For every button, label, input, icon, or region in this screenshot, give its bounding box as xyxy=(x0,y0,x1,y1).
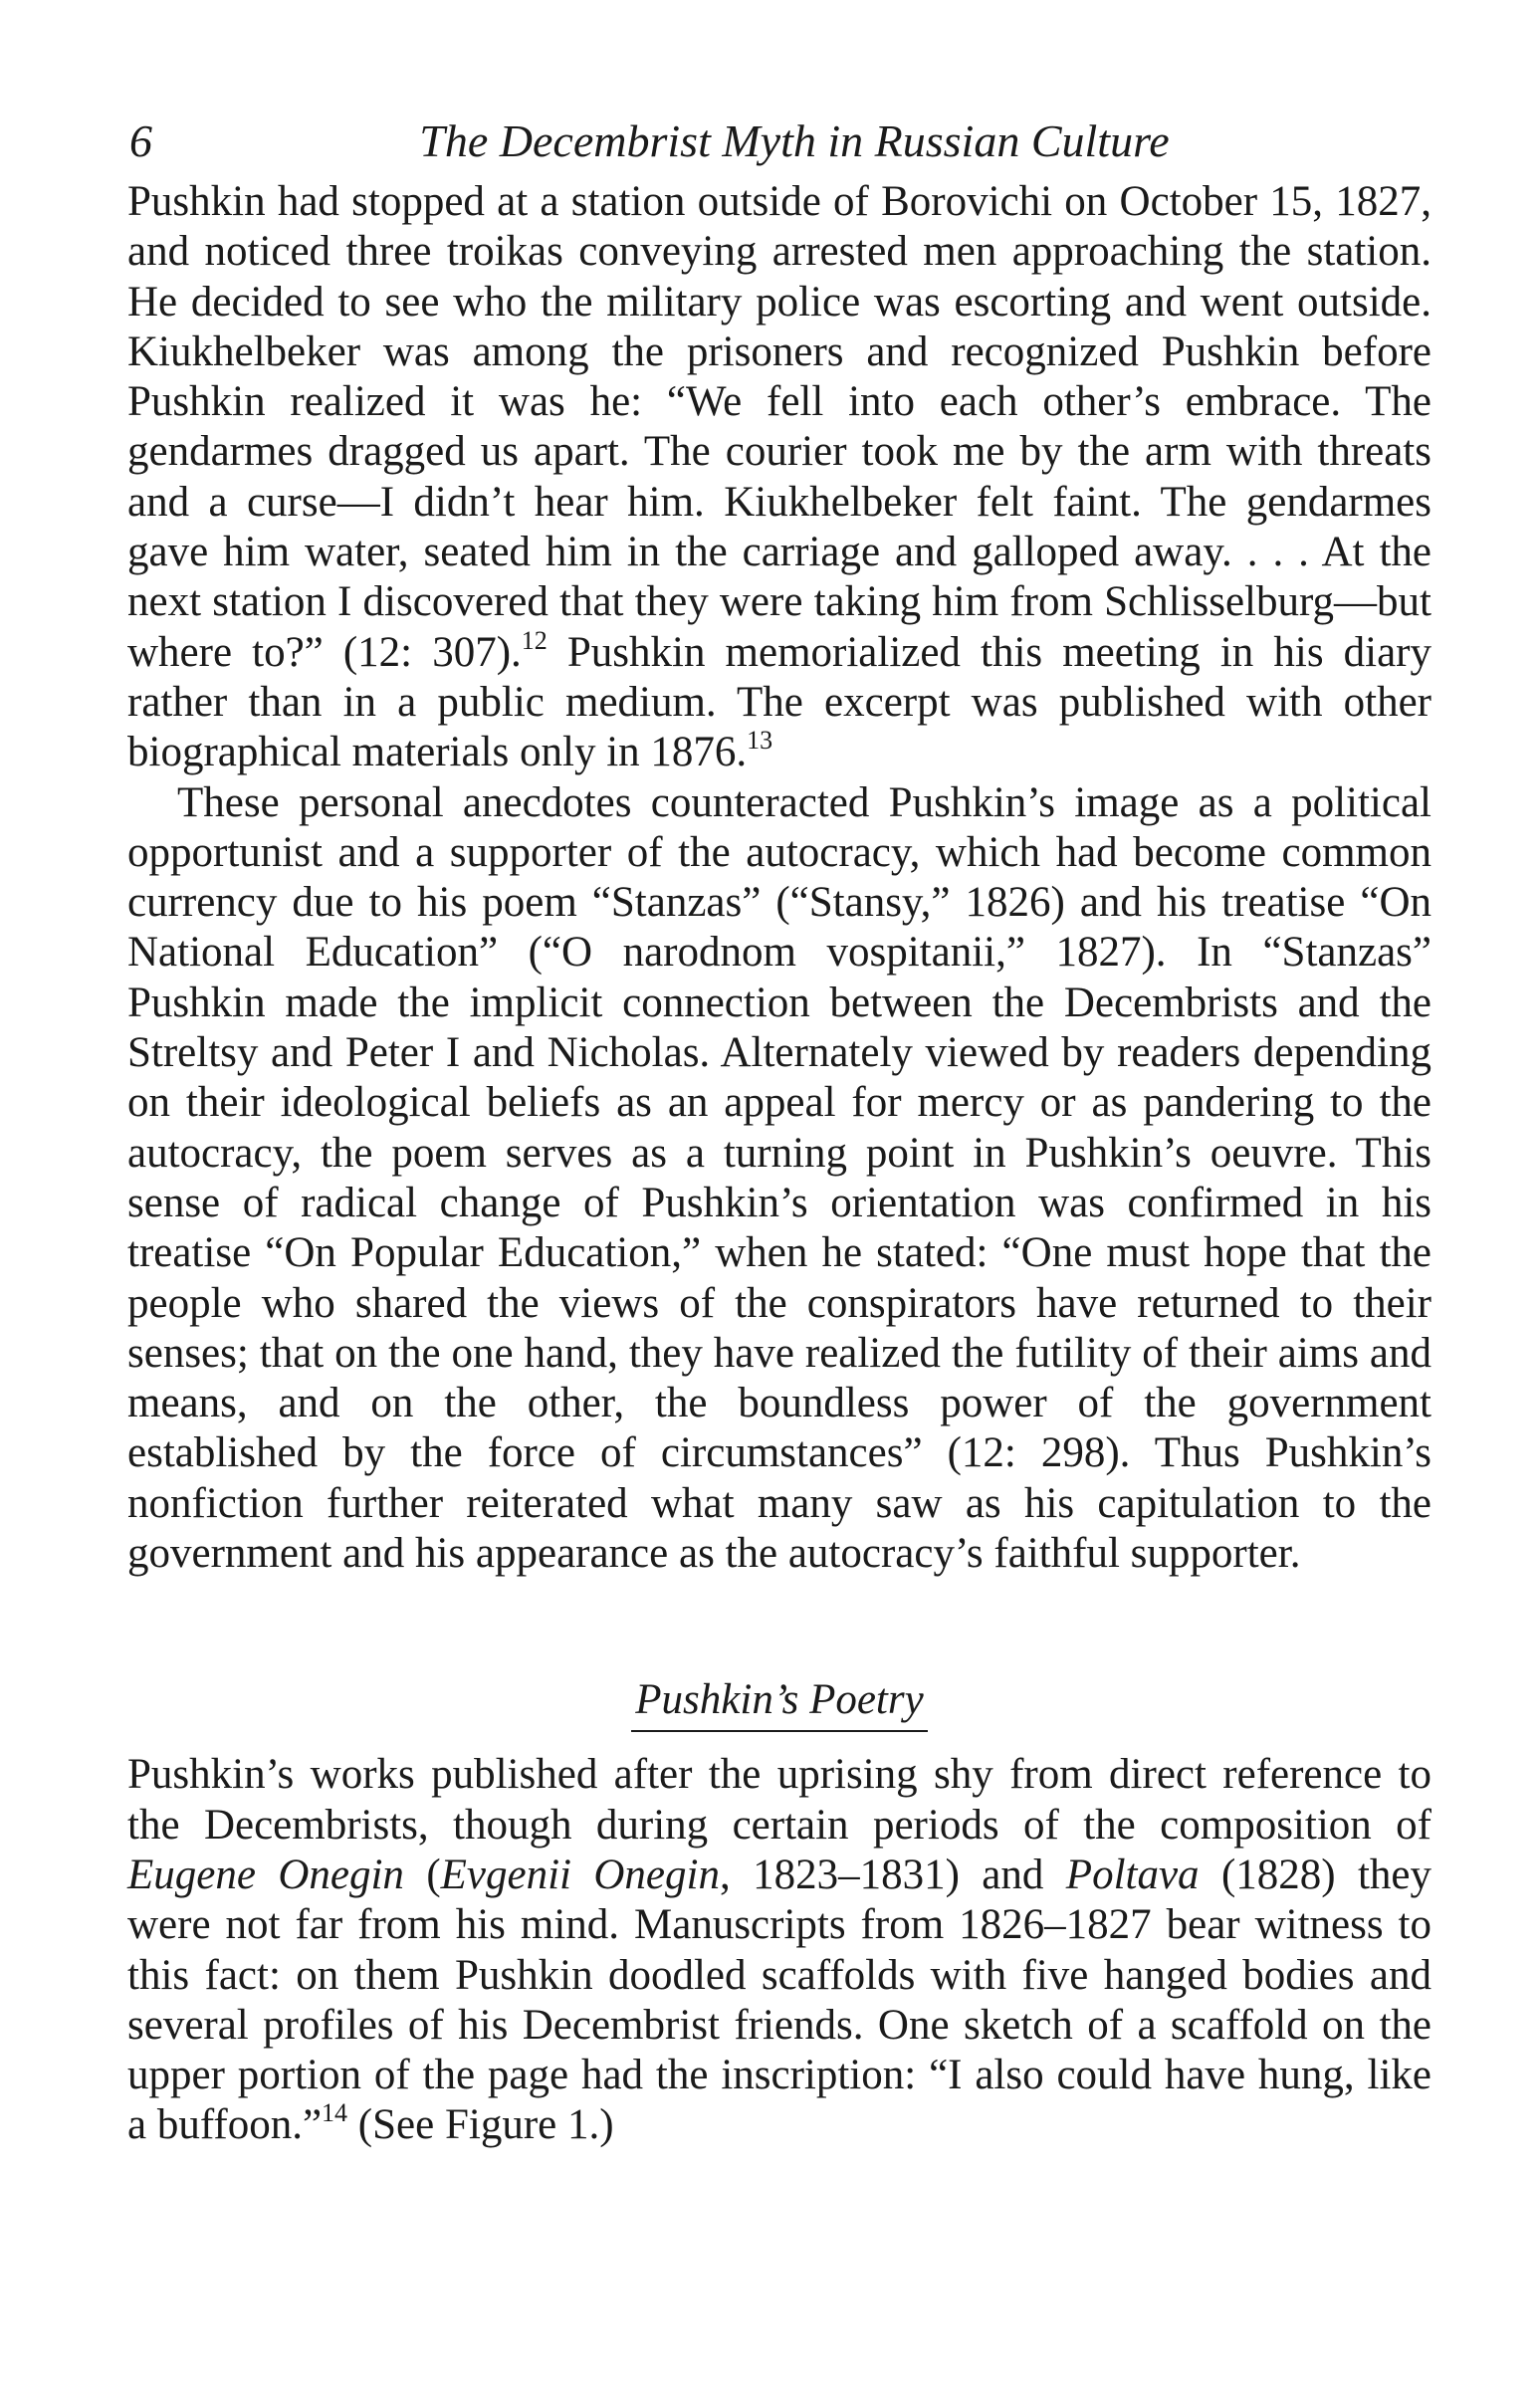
title-eugene-onegin: Eugene Onegin xyxy=(127,1851,404,1898)
paragraph-text: Pushkin had stopped at a station outside of Borovichi on October 15, 1827, and noticed three troikas conveying arrested men approaching the station. He decided to see who the military police was escorting and went outside. Kiukhelbeker was among the prisoners and recognized Pushkin before Pushkin realized it was he: “We fell into each other’s embrace. The gendarmes dragged us apart. The courier took me by the arm with threats and a curse—I didn’t hear him. Kiukhelbeker felt faint. The gendarmes gave him water, seated him in the carriage and galloped away. . . . At the next station I discovered that they were taking him from Schlisselburg—but where to?” (12: 307). xyxy=(127,178,1431,676)
section-heading: Pushkin’s Poetry xyxy=(631,1674,927,1732)
book-page xyxy=(127,111,1431,2151)
paragraph-text: , 1823–1831) and xyxy=(719,1851,1066,1898)
running-title: The Decembrist Myth in Russian Culture xyxy=(419,115,1170,166)
paragraph-pushkin-poetry xyxy=(127,1750,1431,2150)
footnote-ref-13[interactable]: 13 xyxy=(747,726,773,756)
section-heading-wrapper xyxy=(127,1674,1431,1732)
paragraph-text-continued: Pushkin memorialized this meeting in his diary rather than in a public medium. The excerpt was published with other biographical materials only in 1876. xyxy=(127,628,1431,776)
paragraph-text: ( xyxy=(403,1851,441,1898)
body-text xyxy=(127,177,1431,2151)
footnote-ref-14[interactable]: 14 xyxy=(322,2098,348,2128)
page-number: 6 xyxy=(129,115,152,166)
paragraph-text: Pushkin’s works published after the uprising shy from direct reference to the Decembrists, though during certain periods of the composition of xyxy=(127,1751,1431,1849)
paragraph-borovichi-encounter xyxy=(127,177,1431,778)
title-poltava: Poltava xyxy=(1065,1851,1200,1898)
paragraph-text: These personal anecdotes counteracted Pushkin’s image as a political opportunist and a supporter of the autocracy, which had become common currency due to his poem “Stanzas” (“Stansy,” 1826) and his treatise “On National Education” (“O narodnom vospitanii,” 1827). In “Stanzas” Pushkin made the implicit connection between the Decembrists and the Streltsy and Peter I and Nicholas. Alternately viewed by readers depending on their ideological beliefs as an appeal for mercy or as pandering to the autocracy, the poem serves as a turning point in Pushkin’s oeuvre. This sense of radical change of Pushkin’s orientation was confirmed in his treatise “On Popular Education,” when he stated: “One must hope that the people who shared the views of the conspirators have returned to their senses; that on the one hand, they have realized the futility of their aims and means, and on the other, the boundless power of the government established by the force of circumstances” (12: 298). Thus Pushkin’s nonfiction further reiterated what many saw as his capitulation to the government and his appearance as the autocracy’s faithful supporter. xyxy=(127,778,1431,1578)
title-evgenii-onegin: Evgenii Onegin xyxy=(440,1851,720,1898)
paragraph-text: (1828) they were not far from his mind. Manuscripts from 1826–1827 bear witness to this fact: on them Pushkin doodled scaffolds with five hanged bodies and several profiles of his Decembrist friends. One sketch of a scaffold on the upper portion of the page had the inscription: “I also could have hung, like a buffoon.” xyxy=(127,1851,1432,2149)
paragraph-political-image xyxy=(127,778,1431,1580)
paragraph-text: (See Figure 1.) xyxy=(347,2101,614,2149)
running-head xyxy=(127,111,1431,171)
footnote-ref-12[interactable]: 12 xyxy=(521,625,548,655)
